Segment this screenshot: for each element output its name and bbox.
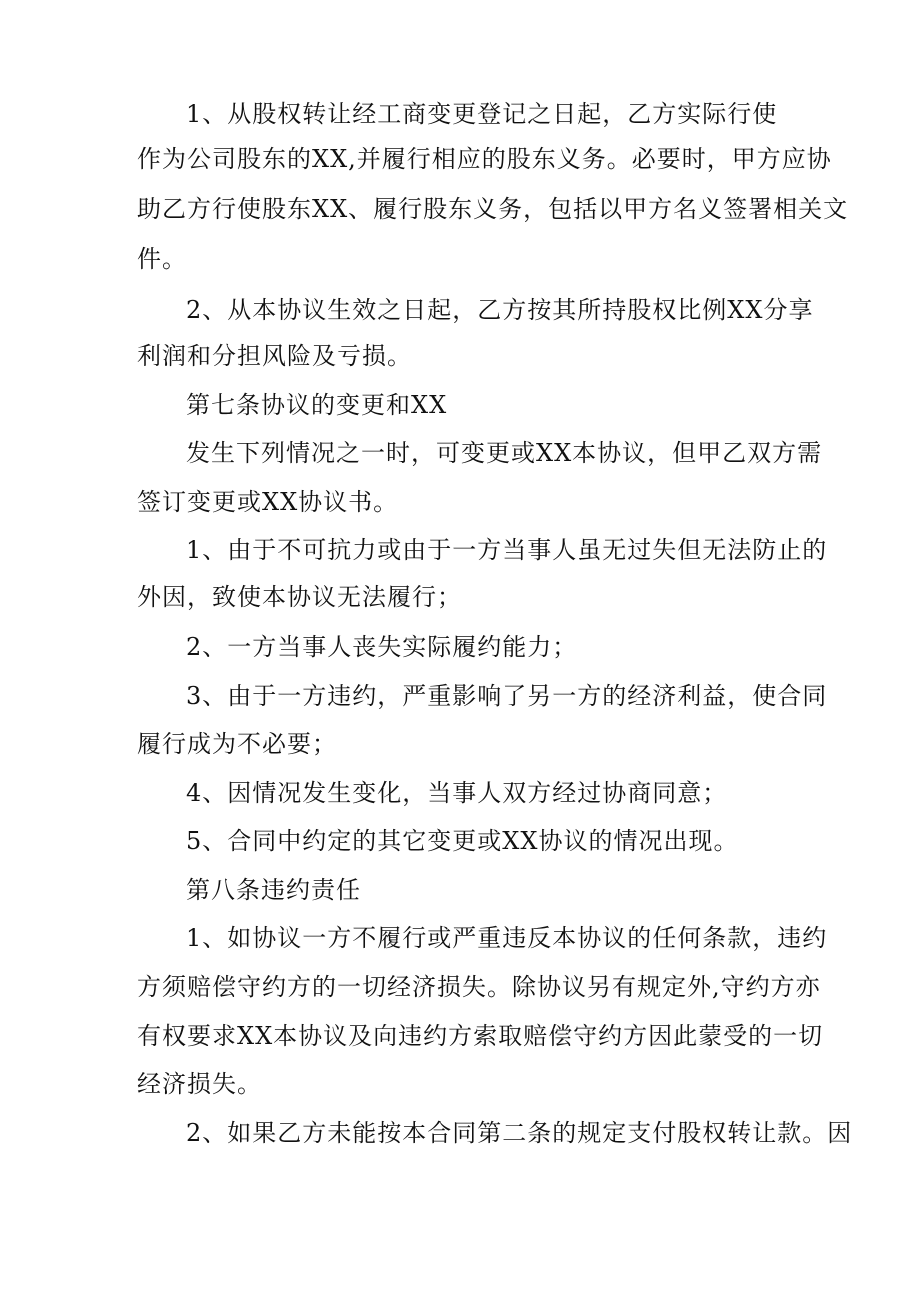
text-line: 方须赔偿守约方的一切经济损失。除协议另有规定外,守约方亦	[137, 973, 821, 1001]
text-line: 1、由于不可抗力或由于一方当事人虽无过失但无法防止的	[186, 536, 828, 564]
text-line: 1、从股权转让经工商变更登记之日起，乙方实际行使	[186, 100, 778, 128]
text-line: 2、一方当事人丧失实际履约能力；	[186, 633, 578, 661]
text-line: 2、如果乙方未能按本合同第二条的规定支付股权转让款。因	[186, 1119, 853, 1147]
text-line: 发生下列情况之一时，可变更或XX本协议，但甲乙双方需	[186, 439, 823, 467]
text-line: 作为公司股东的XX,并履行相应的股东义务。必要时，甲方应协	[137, 145, 832, 173]
section-heading: 第七条协议的变更和XX	[186, 391, 448, 419]
text-line: 助乙方行使股东XX、履行股东义务，包括以甲方名义签署相关文	[137, 195, 849, 223]
text-line: 利润和分担风险及亏损。	[137, 342, 412, 370]
text-line: 3、由于一方违约，严重影响了另一方的经济利益，使合同	[186, 682, 828, 710]
text-line: 1、如协议一方不履行或严重违反本协议的任何条款，违约	[186, 924, 828, 952]
text-line: 经济损失。	[137, 1070, 262, 1098]
text-line: 履行成为不必要；	[137, 730, 337, 758]
text-line: 5、合同中约定的其它变更或XX协议的情况出现。	[186, 827, 739, 855]
text-line: 2、从本协议生效之日起，乙方按其所持股权比例XX分享	[186, 296, 814, 324]
text-line: 4、因情况发生变化，当事人双方经过协商同意；	[186, 779, 728, 807]
text-line: 有权要求XX本协议及向违约方索取赔偿守约方因此蒙受的一切	[137, 1022, 824, 1050]
text-line: 件。	[137, 245, 187, 273]
section-heading: 第八条违约责任	[186, 876, 361, 904]
text-line: 外因，致使本协议无法履行；	[137, 583, 462, 611]
text-line: 签订变更或XX协议书。	[137, 488, 399, 516]
